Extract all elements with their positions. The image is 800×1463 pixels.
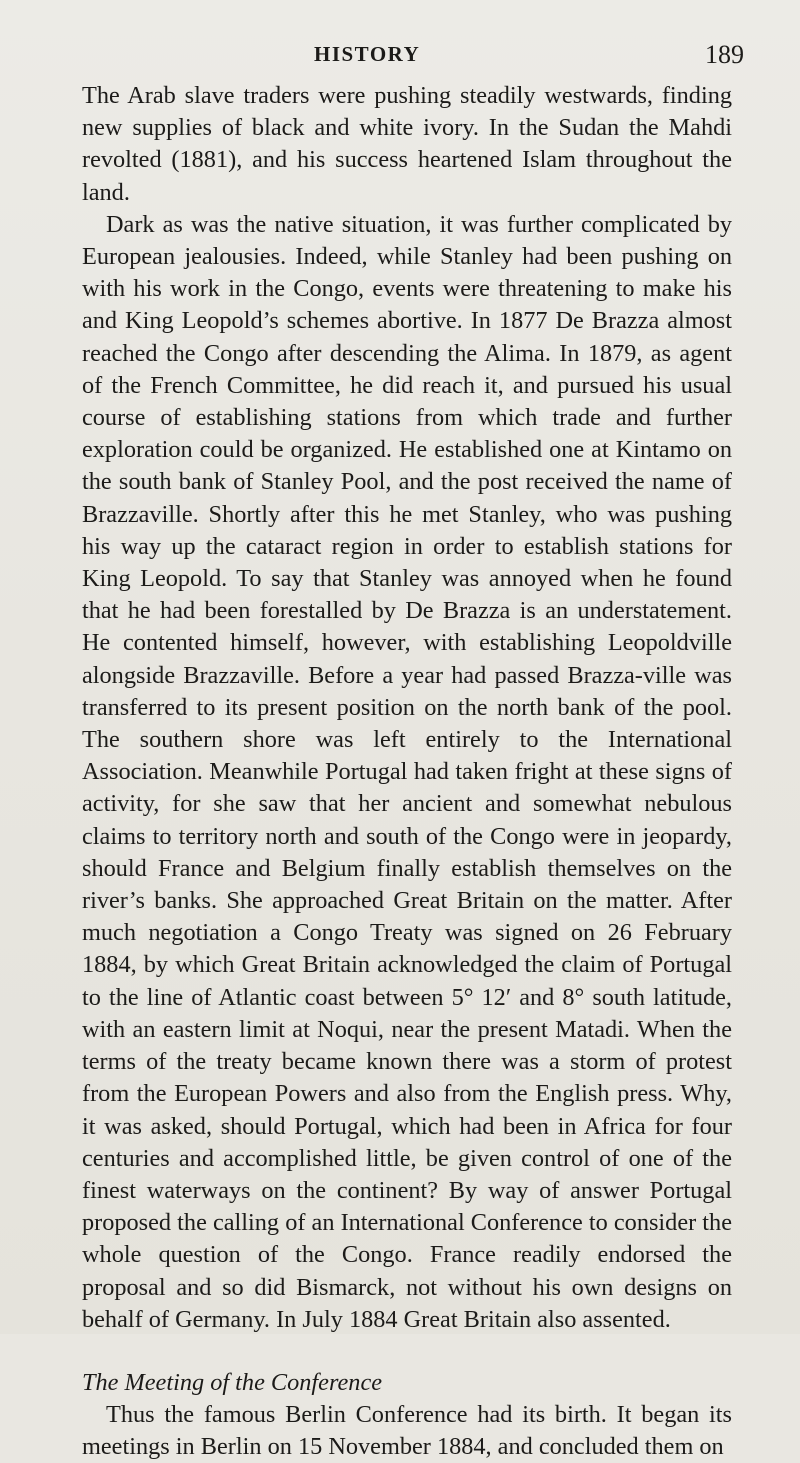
running-title: HISTORY	[314, 42, 421, 66]
paragraph-berlin-conference: Thus the famous Berlin Conference had its birth. It began its meetings in Berlin on 15 November 1884, and concluded them on	[82, 1400, 732, 1461]
paragraph-arab-slave-traders: The Arab slave traders were pushing steadily westwards, finding new supplies of black and white ivory. In the Sudan the Mahdi revolted (1881), and his success heartened Islam throughout the land.	[82, 82, 732, 206]
section-heading: The Meeting of the Conference	[82, 1368, 383, 1396]
body-text	[82, 80, 732, 1463]
page-number: 189	[705, 40, 744, 69]
running-head	[0, 42, 800, 72]
paragraph-european-jealousies: Dark as was the native situation, it was further complicated by European jealousies. Indeed, while Stanley had been pushing on with his work in the Congo, events were threatening to make his and King Leopold’s schemes abortive. In 1877 De Brazza almost reached the Congo after descending the Alima. In 1879, as agent of the French Committee, he did reach it, and pursued his usual course of establishing stations from which trade and further exploration could be organized. He established one at Kintamo on the south bank of Stanley Pool, and the post received the name of Brazzaville. Shortly after this he met Stanley, who was pushing his way up the cataract region in order to establish stations for King Leopold. To say that Stanley was annoyed when he found that he had been forestalled by De Brazza is an understatement. He contented himself, however, with establishing Leopoldville alongside Brazzaville. Before a year had passed Brazza-ville was transferred to its present position on the north bank of the pool. The southern shore was left entirely to the International Association. Meanwhile Portugal had taken fright at these signs of activity, for she saw that her ancient and somewhat nebulous claims to territory north and south of the Congo were in jeopardy, should France and Belgium finally establish themselves on the river’s banks. She approached Great Britain on the matter. After much negotiation a Congo Treaty was signed on 26 February 1884, by which Great Britain acknowledged the claim of Portugal to the line of Atlantic coast between 5° 12′ and 8° south latitude, with an eastern limit at Noqui, near the present Matadi. When the terms of the treaty became known there was a storm of protest from the European Powers and also from the English press. Why, it was asked, should Portugal, which had been in Africa for four centuries and accomplished little, be given control of one of the finest waterways on the continent? By way of answer Portugal proposed the calling of an International Conference to consider the whole question of the Congo. France readily endorsed the proposal and so did Bismarck, not without his own designs on behalf of Germany. In July 1884 Great Britain also assented.	[82, 210, 732, 1333]
